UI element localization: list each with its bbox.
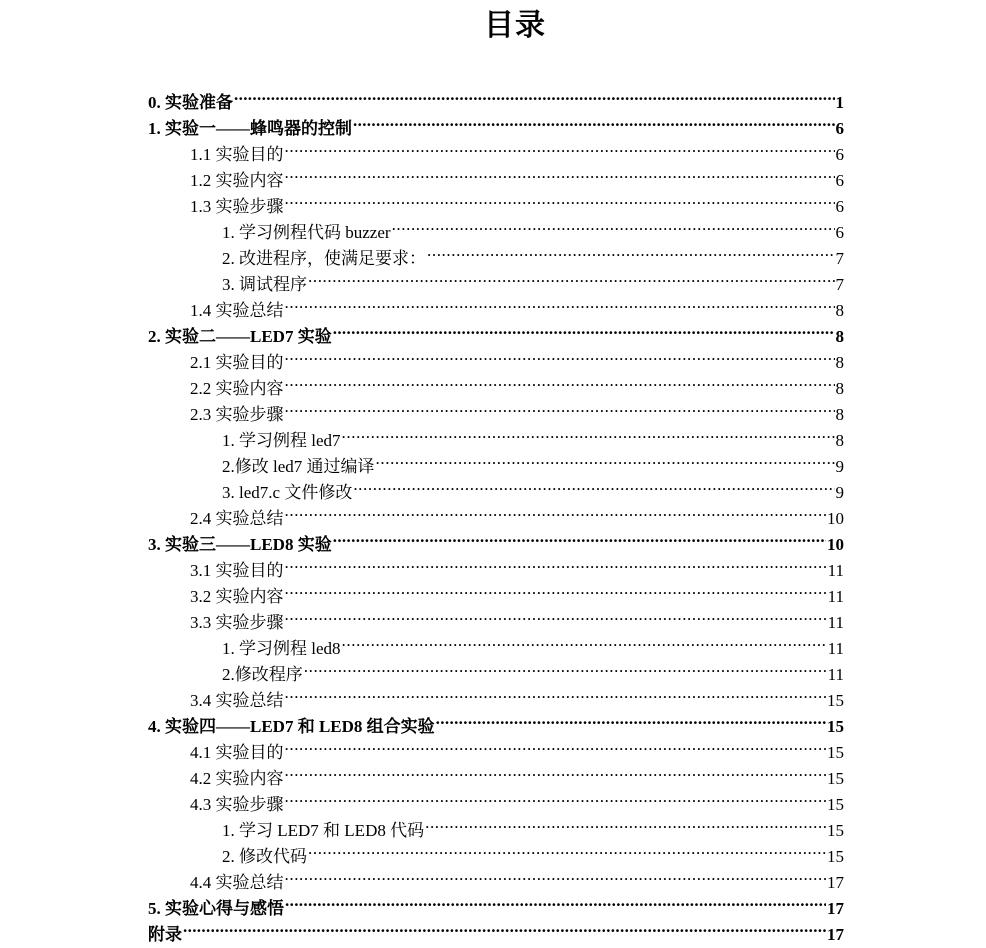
toc-dot-leader [234,82,835,108]
toc-dot-leader [285,758,827,784]
toc-entry-page-number: 9 [835,483,844,502]
toc-entry-page-number: 8 [835,327,844,346]
toc-entry[interactable] [190,394,844,424]
table-of-contents [148,82,844,944]
toc-entry[interactable] [190,134,844,164]
toc-entry-label: 2.4 实验总结 [190,509,284,528]
toc-dot-leader [285,186,835,212]
toc-dot-leader [285,368,835,394]
toc-dot-leader [353,472,834,498]
toc-entry-page-number: 8 [835,301,844,320]
toc-entry-page-number: 11 [827,613,844,632]
toc-dot-leader [285,342,835,368]
toc-dot-leader [304,654,827,680]
toc-dot-leader [308,836,826,862]
toc-entry-page-number: 7 [835,249,844,268]
toc-entry-label: 1. 学习 LED7 和 LED8 代码 [222,821,425,840]
toc-entry-page-number: 1 [835,93,844,112]
toc-entry-page-number: 9 [835,457,844,476]
toc-entry-page-number: 15 [827,821,844,840]
toc-entry-page-number: 15 [827,847,844,866]
toc-dot-leader [333,524,826,550]
toc-entry-label: 4.4 实验总结 [190,873,284,892]
toc-dot-leader [353,108,835,134]
toc-entry[interactable] [190,758,844,788]
toc-entry-label: 5. 实验心得与感悟 [148,899,284,918]
toc-entry[interactable] [148,82,844,112]
toc-entry-label: 1. 学习例程 led8 [222,639,341,658]
toc-entry-label: 3.4 实验总结 [190,691,284,710]
toc-entry-page-number: 6 [835,197,844,216]
toc-entry-label: 4.1 实验目的 [190,743,284,762]
toc-entry[interactable] [190,602,844,632]
toc-entry-page-number: 11 [827,561,844,580]
toc-entry[interactable] [190,186,844,216]
toc-dot-leader [342,420,835,446]
toc-dot-leader [285,290,835,316]
toc-dot-leader [285,602,827,628]
toc-dot-leader [342,628,827,654]
toc-entry-label: 2.1 实验目的 [190,353,284,372]
toc-dot-leader [285,498,827,524]
toc-entry[interactable] [222,628,844,658]
toc-entry[interactable] [190,576,844,606]
toc-dot-leader [285,680,827,706]
toc-entry[interactable] [190,498,844,528]
toc-entry-label: 2. 改进程序，使满足要求： [222,249,426,268]
toc-dot-leader [285,862,827,888]
toc-entry-label: 1. 学习例程 led7 [222,431,341,450]
toc-entry-page-number: 11 [827,665,844,684]
toc-entry-page-number: 7 [835,275,844,294]
toc-entry-label: 1.3 实验步骤 [190,197,284,216]
toc-dot-leader [392,212,835,238]
toc-entry-label: 3.1 实验目的 [190,561,284,580]
toc-entry-page-number: 6 [835,171,844,190]
toc-entry-page-number: 15 [827,691,844,710]
toc-dot-leader [183,914,826,940]
toc-entry[interactable] [148,914,844,944]
toc-entry-label: 4.2 实验内容 [190,769,284,788]
toc-entry[interactable] [190,550,844,580]
toc-entry[interactable] [190,342,844,372]
toc-dot-leader [308,264,835,290]
toc-dot-leader [285,160,835,186]
toc-dot-leader [285,134,835,160]
toc-entry[interactable] [222,836,844,866]
toc-entry[interactable] [190,784,844,814]
toc-entry[interactable] [190,680,844,710]
toc-entry-label: 2.3 实验步骤 [190,405,284,424]
toc-entry-label: 1.1 实验目的 [190,145,284,164]
toc-entry-page-number: 15 [827,795,844,814]
toc-entry[interactable] [222,264,844,294]
toc-dot-leader [333,316,835,342]
toc-entry-page-number: 10 [827,509,844,528]
toc-entry-label: 2.修改程序 [222,665,303,684]
toc-dot-leader [285,732,827,758]
toc-dot-leader [285,550,827,576]
toc-dot-leader [425,810,826,836]
toc-dot-leader [436,706,826,732]
toc-entry-page-number: 15 [827,717,844,736]
toc-entry-page-number: 8 [835,379,844,398]
toc-entry[interactable] [190,862,844,892]
toc-entry[interactable] [190,732,844,762]
toc-entry-page-number: 8 [835,405,844,424]
toc-entry[interactable] [190,368,844,398]
toc-entry-page-number: 6 [835,145,844,164]
toc-entry-page-number: 8 [835,431,844,450]
toc-entry-page-number: 8 [835,353,844,372]
toc-entry[interactable] [222,654,844,684]
toc-entry-label: 1.2 实验内容 [190,171,284,190]
toc-entry-label: 3. led7.c 文件修改 [222,483,353,502]
toc-entry[interactable] [190,290,844,320]
toc-dot-leader [285,394,835,420]
toc-dot-leader [427,238,835,264]
toc-entry-page-number: 11 [827,639,844,658]
toc-entry-label: 2.修改 led7 通过编译 [222,457,375,476]
toc-entry-label: 1.4 实验总结 [190,301,284,320]
toc-entry-label: 3.3 实验步骤 [190,613,284,632]
toc-entry-page-number: 11 [827,587,844,606]
toc-entry-page-number: 15 [827,769,844,788]
toc-entry-label: 4. 实验四——LED7 和 LED8 组合实验 [148,717,435,736]
toc-dot-leader [285,576,827,602]
toc-entry-page-number: 10 [827,535,844,554]
toc-entry[interactable] [190,160,844,190]
toc-entry-label: 1. 实验一——蜂鸣器的控制 [148,119,352,138]
toc-dot-leader [376,446,835,472]
toc-dot-leader [285,784,827,810]
toc-entry-label: 2.2 实验内容 [190,379,284,398]
toc-entry-page-number: 17 [827,925,844,944]
toc-entry-label: 1. 学习例程代码 buzzer [222,223,391,242]
toc-entry-label: 附录 [148,925,182,944]
toc-entry[interactable] [222,810,844,840]
toc-entry-label: 2. 修改代码 [222,847,307,866]
toc-entry-label: 3. 调试程序 [222,275,307,294]
toc-entry-page-number: 15 [827,743,844,762]
toc-entry-page-number: 6 [835,119,844,138]
toc-entry-label: 0. 实验准备 [148,93,233,112]
page-title: 目录 [484,9,546,42]
toc-entry[interactable] [222,212,844,242]
toc-entry-page-number: 17 [827,899,844,918]
toc-dot-leader [285,888,826,914]
toc-entry-label: 3.2 实验内容 [190,587,284,606]
toc-entry-page-number: 17 [827,873,844,892]
toc-entry-label: 4.3 实验步骤 [190,795,284,814]
toc-entry[interactable] [148,108,844,138]
toc-entry-label: 2. 实验二——LED7 实验 [148,327,332,346]
toc-entry-page-number: 6 [835,223,844,242]
toc-entry-label: 3. 实验三——LED8 实验 [148,535,332,554]
toc-entry[interactable] [222,420,844,450]
